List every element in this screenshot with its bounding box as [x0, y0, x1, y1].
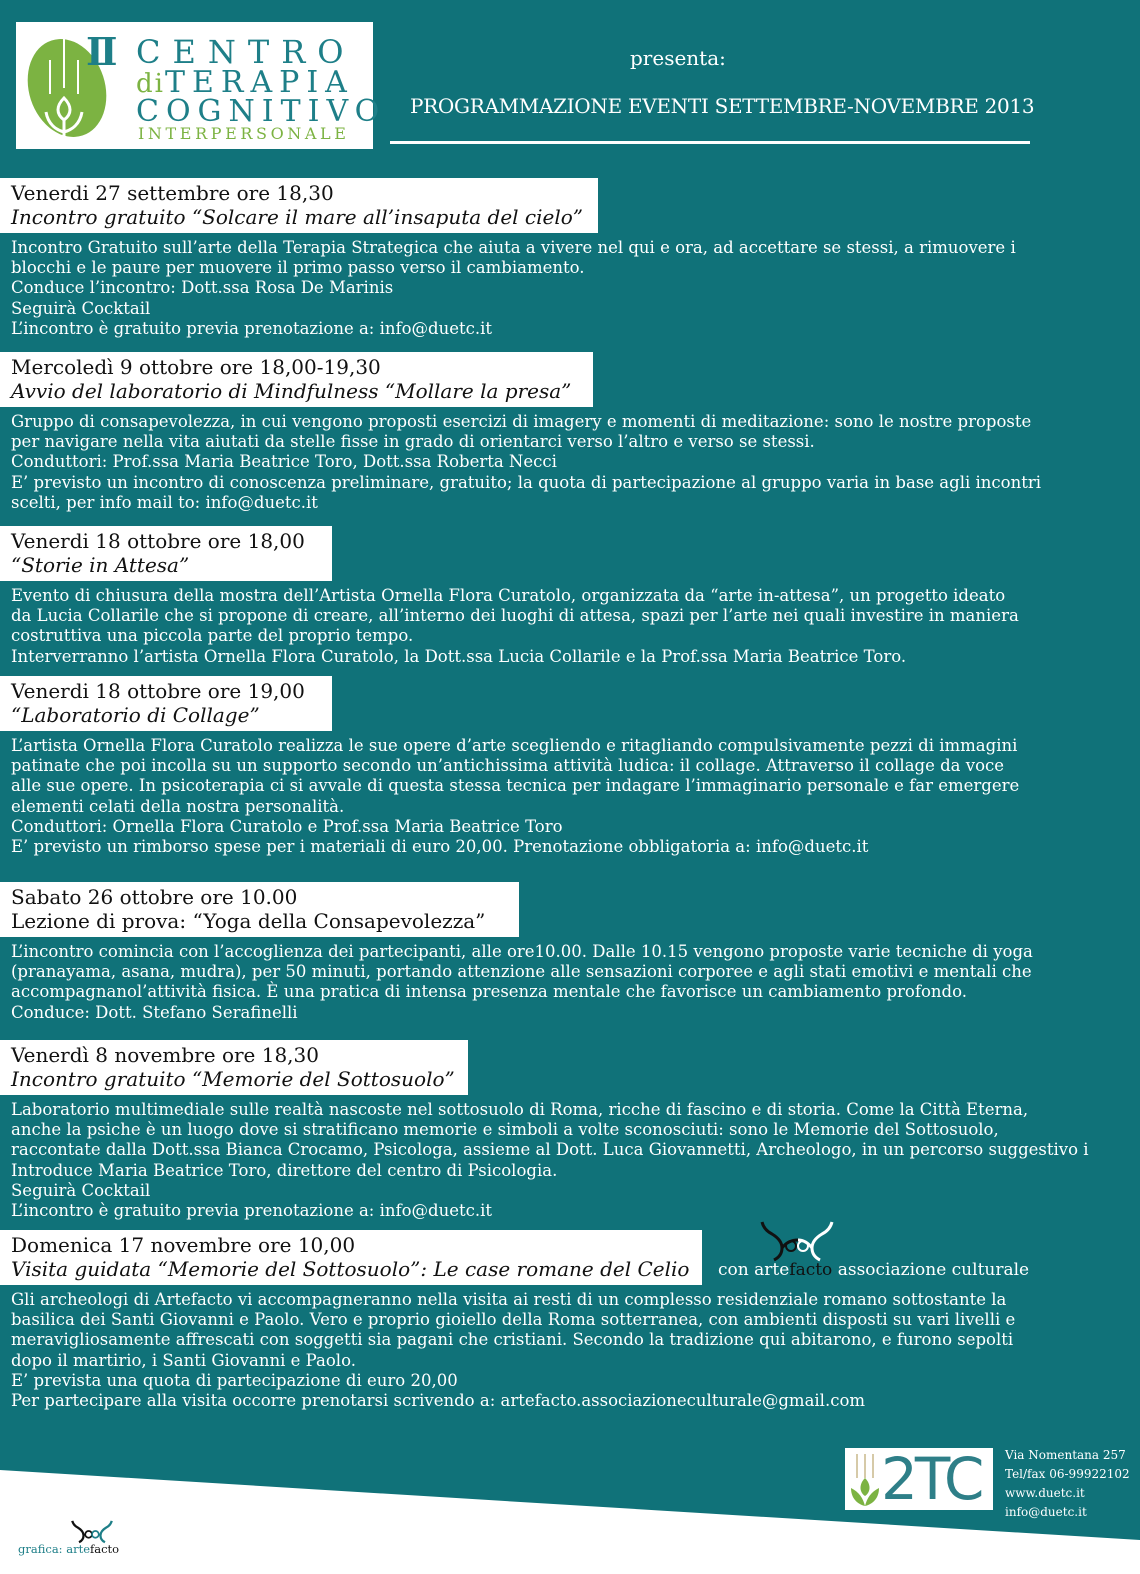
event-email-line: scelti, per info mail to: info@duetc.it: [11, 492, 318, 512]
event-description: [0, 233, 1140, 339]
2tc-logo: [845, 1445, 993, 1513]
event-text-line: Seguirà Cocktail: [11, 298, 151, 318]
event-text-line: Interverranno l’artista Ornella Flora Curatolo, la Dott.ssa Lucia Collarile e la Prof.ssa Maria Beatrice Toro.: [11, 646, 907, 666]
event-date: Venerdi 18 ottobre ore 19,00: [11, 679, 305, 703]
event-header: [0, 1040, 468, 1095]
event-text-line: Introduce Maria Beatrice Toro, direttore del centro di Psicologia.: [11, 1160, 558, 1180]
event-text-line: Conduttori: Ornella Flora Curatolo e Prof.ssa Maria Beatrice Toro: [11, 816, 563, 836]
event-text-line: costruttiva una piccola parte del proprio tempo.: [11, 626, 414, 646]
event-text-line: Conduce l’incontro: Dott.ssa Rosa De Marinis: [11, 278, 394, 298]
event-header: [0, 352, 593, 407]
event-email-line: L’incontro è gratuito previa prenotazione a: info@duetc.it: [11, 1201, 493, 1221]
event-item: [0, 882, 1140, 1023]
event-date: Venerdi 27 settembre ore 18,30: [11, 181, 334, 205]
grafica-credit: [18, 1518, 128, 1558]
event-text-line: Evento di chiusura della mostra dell’Artista Ornella Flora Curatolo, organizzata da “arte in-attesa”, un progetto ideato: [11, 586, 1006, 605]
event-item: [0, 676, 1140, 857]
event-text-line: elementi celati della nostra personalità.: [11, 796, 345, 816]
title-divider: [390, 141, 1030, 144]
event-description: [0, 937, 1140, 1023]
logo-roman-numeral: II: [86, 29, 114, 74]
event-date: Venerdì 8 novembre ore 18,30: [11, 1043, 319, 1067]
event-header: [0, 1230, 702, 1285]
event-title: “Laboratorio di Collage”: [11, 703, 260, 727]
grafica-arte: arte: [66, 1542, 90, 1556]
event-text-line: basilica dei Santi Giovanni e Paolo. Vero e proprio gioiello della Roma sotterranea, con ambienti disposti su vari livelli e: [11, 1310, 1016, 1330]
event-description: [0, 1095, 1140, 1221]
event-text-line: E’ prevista una quota di partecipazione di euro 20,00: [11, 1370, 458, 1390]
event-date: Venerdi 18 ottobre ore 18,00: [11, 529, 305, 553]
event-email-line: E’ previsto un rimborso spese per i materiali di euro 20,00. Prenotazione obbligatoria a: info@duetc.it: [11, 837, 869, 857]
event-text-line: blocchi e le paure per muovere il primo passo verso il cambiamento.: [11, 258, 585, 278]
event-text-line: Seguirà Cocktail: [11, 1180, 151, 1200]
event-text-line: Gli archeologi di Artefacto vi accompagneranno nella visita ai resti di un complesso residenziale romano sottostante la: [11, 1290, 1007, 1309]
centro-logo: [16, 22, 387, 149]
event-title: “Storie in Attesa”: [11, 553, 190, 577]
event-header: [0, 882, 519, 937]
event-date: Mercoledì 9 ottobre ore 18,00-19,30: [11, 355, 381, 379]
event-text-line: (pranayama, asana, mudra), per 50 minuti, portando attenzione alle sensazioni corporee e agli stati emotivi e mentali che: [11, 962, 1032, 982]
logo-line-interpersonale: INTERPERSONALE: [138, 124, 350, 143]
event-description: [0, 731, 1140, 857]
event-text-line: anche la psiche è un luogo dove si stratificano memorie e simboli a volte sconosciuti: sono le Memorie del Sottosuolo,: [11, 1120, 999, 1140]
event-text-line: da Lucia Collarile che si propone di creare, all’interno dei luoghi di attesa, spazi per l’arte nei quali investire in maniera: [11, 606, 1019, 626]
event-date: Domenica 17 novembre ore 10,00: [11, 1233, 356, 1257]
event-text-line: dopo il martirio, i Santi Giovanni e Paolo.: [11, 1350, 356, 1370]
event-header: [0, 676, 332, 731]
artefacto-caption: [718, 1260, 1029, 1280]
event-item: [0, 1040, 1140, 1221]
event-title: Incontro gratuito “Memorie del Sottosuolo”: [11, 1067, 455, 1091]
event-text-line: L’artista Ornella Flora Curatolo realizza le sue opere d’arte scegliendo e ritagliando compulsivamente pezzi di immagini: [11, 736, 1018, 755]
event-text-line: Incontro Gratuito sull’arte della Terapia Strategica che aiuta a vivere nel qui e ora, ad accettare se stessi, a rimuovere i: [11, 238, 1016, 257]
event-text-line: accompagnanol’attività fisica. È una pratica di intensa presenza mentale che favorisce un cambiamento profondo.: [11, 982, 967, 1002]
grafica-prefix: grafica:: [18, 1542, 63, 1556]
event-text-line: per navigare nella vita aiutati da stelle fisse in grado di orientarci verso l’altro e verso se stessi.: [11, 432, 815, 452]
event-text-line: Laboratorio multimediale sulle realtà nascoste nel sottosuolo di Roma, ricche di fascino e di storia. Come la Città Eterna,: [11, 1100, 1029, 1119]
event-title: Lezione di prova: “Yoga della Consapevolezza”: [11, 909, 486, 933]
event-item: [0, 352, 1140, 513]
grafica-facto: facto: [90, 1542, 120, 1556]
logo-terapia: TERAPIA: [164, 65, 354, 100]
event-email-line: L’incontro è gratuito previa prenotazione a: info@duetc.it: [11, 318, 493, 338]
event-item: [0, 178, 1140, 339]
partner-suffix: associazione culturale: [837, 1260, 1030, 1280]
event-text-line: E’ previsto un incontro di conoscenza preliminare, gratuito; la quota di partecipazione al gruppo varia in base agli incontri: [11, 472, 1041, 492]
partner-facto: facto: [789, 1260, 833, 1280]
partner-arte: arte: [754, 1260, 790, 1280]
event-email-line: Per partecipare alla visita occorre prenotarsi scrivendo a: artefacto.associazioneculturale@gmail.com: [11, 1391, 866, 1411]
event-text-line: Conduce: Dott. Stefano Serafinelli: [11, 1002, 298, 1022]
logo-line-cognitivo: COGNITIVO: [136, 94, 387, 129]
presenta-label: presenta:: [630, 46, 726, 70]
footer-contact: [1005, 1446, 1130, 1522]
address: Via Nomentana 257: [1005, 1448, 1126, 1462]
logo-line-centro: CENTRO: [136, 33, 356, 71]
phone: Tel/fax 06-99922102: [1005, 1467, 1130, 1481]
logo-di: di: [136, 69, 165, 99]
event-title: Avvio del laboratorio di Mindfulness “Mollare la presa”: [11, 379, 572, 403]
partner-con: con: [718, 1260, 749, 1280]
event-date: Sabato 26 ottobre ore 10.00: [11, 885, 298, 909]
event-text-line: Gruppo di consapevolezza, in cui vengono proposti esercizi di imagery e momenti di meditazione: sono le nostre proposte: [11, 412, 1032, 431]
event-text-line: Conduttori: Prof.ssa Maria Beatrice Toro, Dott.ssa Roberta Necci: [11, 452, 557, 472]
website-link[interactable]: www.duetc.it: [1005, 1486, 1085, 1500]
grafica-label: [18, 1542, 119, 1556]
event-header: [0, 178, 598, 233]
event-title: Visita guidata “Memorie del Sottosuolo”: Le case romane del Celio: [11, 1257, 690, 1281]
event-text-line: patinate che poi incolla su un supporto secondo un’antichissima attività ludica: il collage. Attraverso il collage da voce: [11, 756, 1005, 776]
wheat-icon: [847, 1448, 883, 1510]
2tc-wordmark: 2TC: [881, 1445, 982, 1513]
event-text-line: raccontate dalla Dott.ssa Bianca Crocamo, Psicologa, assieme al Dott. Luca Giovannetti, Archeologo, in un percorso suggestivo i: [11, 1140, 1089, 1160]
event-header: [0, 526, 332, 581]
event-item: [0, 526, 1140, 667]
artefacto-partner: [718, 1218, 1048, 1288]
event-description: [0, 407, 1140, 513]
event-text-line: meravigliosamente affrescati con soggetti sia pagani che cristiani. Secondo la tradizione qui abitarono, e furono sepolti: [11, 1330, 1014, 1350]
event-description: [0, 581, 1140, 667]
artefacto-logo-icon: [70, 1518, 114, 1544]
email-link[interactable]: info@duetc.it: [1005, 1505, 1087, 1519]
event-text-line: L’incontro comincia con l’accoglienza dei partecipanti, alle ore10.00. Dalle 10.15 vengono proposte varie tecniche di yoga: [11, 942, 1033, 961]
event-description: [0, 1285, 1140, 1411]
artefacto-logo-icon: [758, 1218, 836, 1262]
event-text-line: alle sue opere. In psicoterapia ci si avvale di questa stessa tecnica per indagare l’immaginario personale e far emergere: [11, 776, 1020, 796]
event-title: Incontro gratuito “Solcare il mare all’insaputa del cielo”: [11, 205, 584, 229]
page-title: PROGRAMMAZIONE EVENTI SETTEMBRE-NOVEMBRE 2013: [410, 94, 1035, 118]
